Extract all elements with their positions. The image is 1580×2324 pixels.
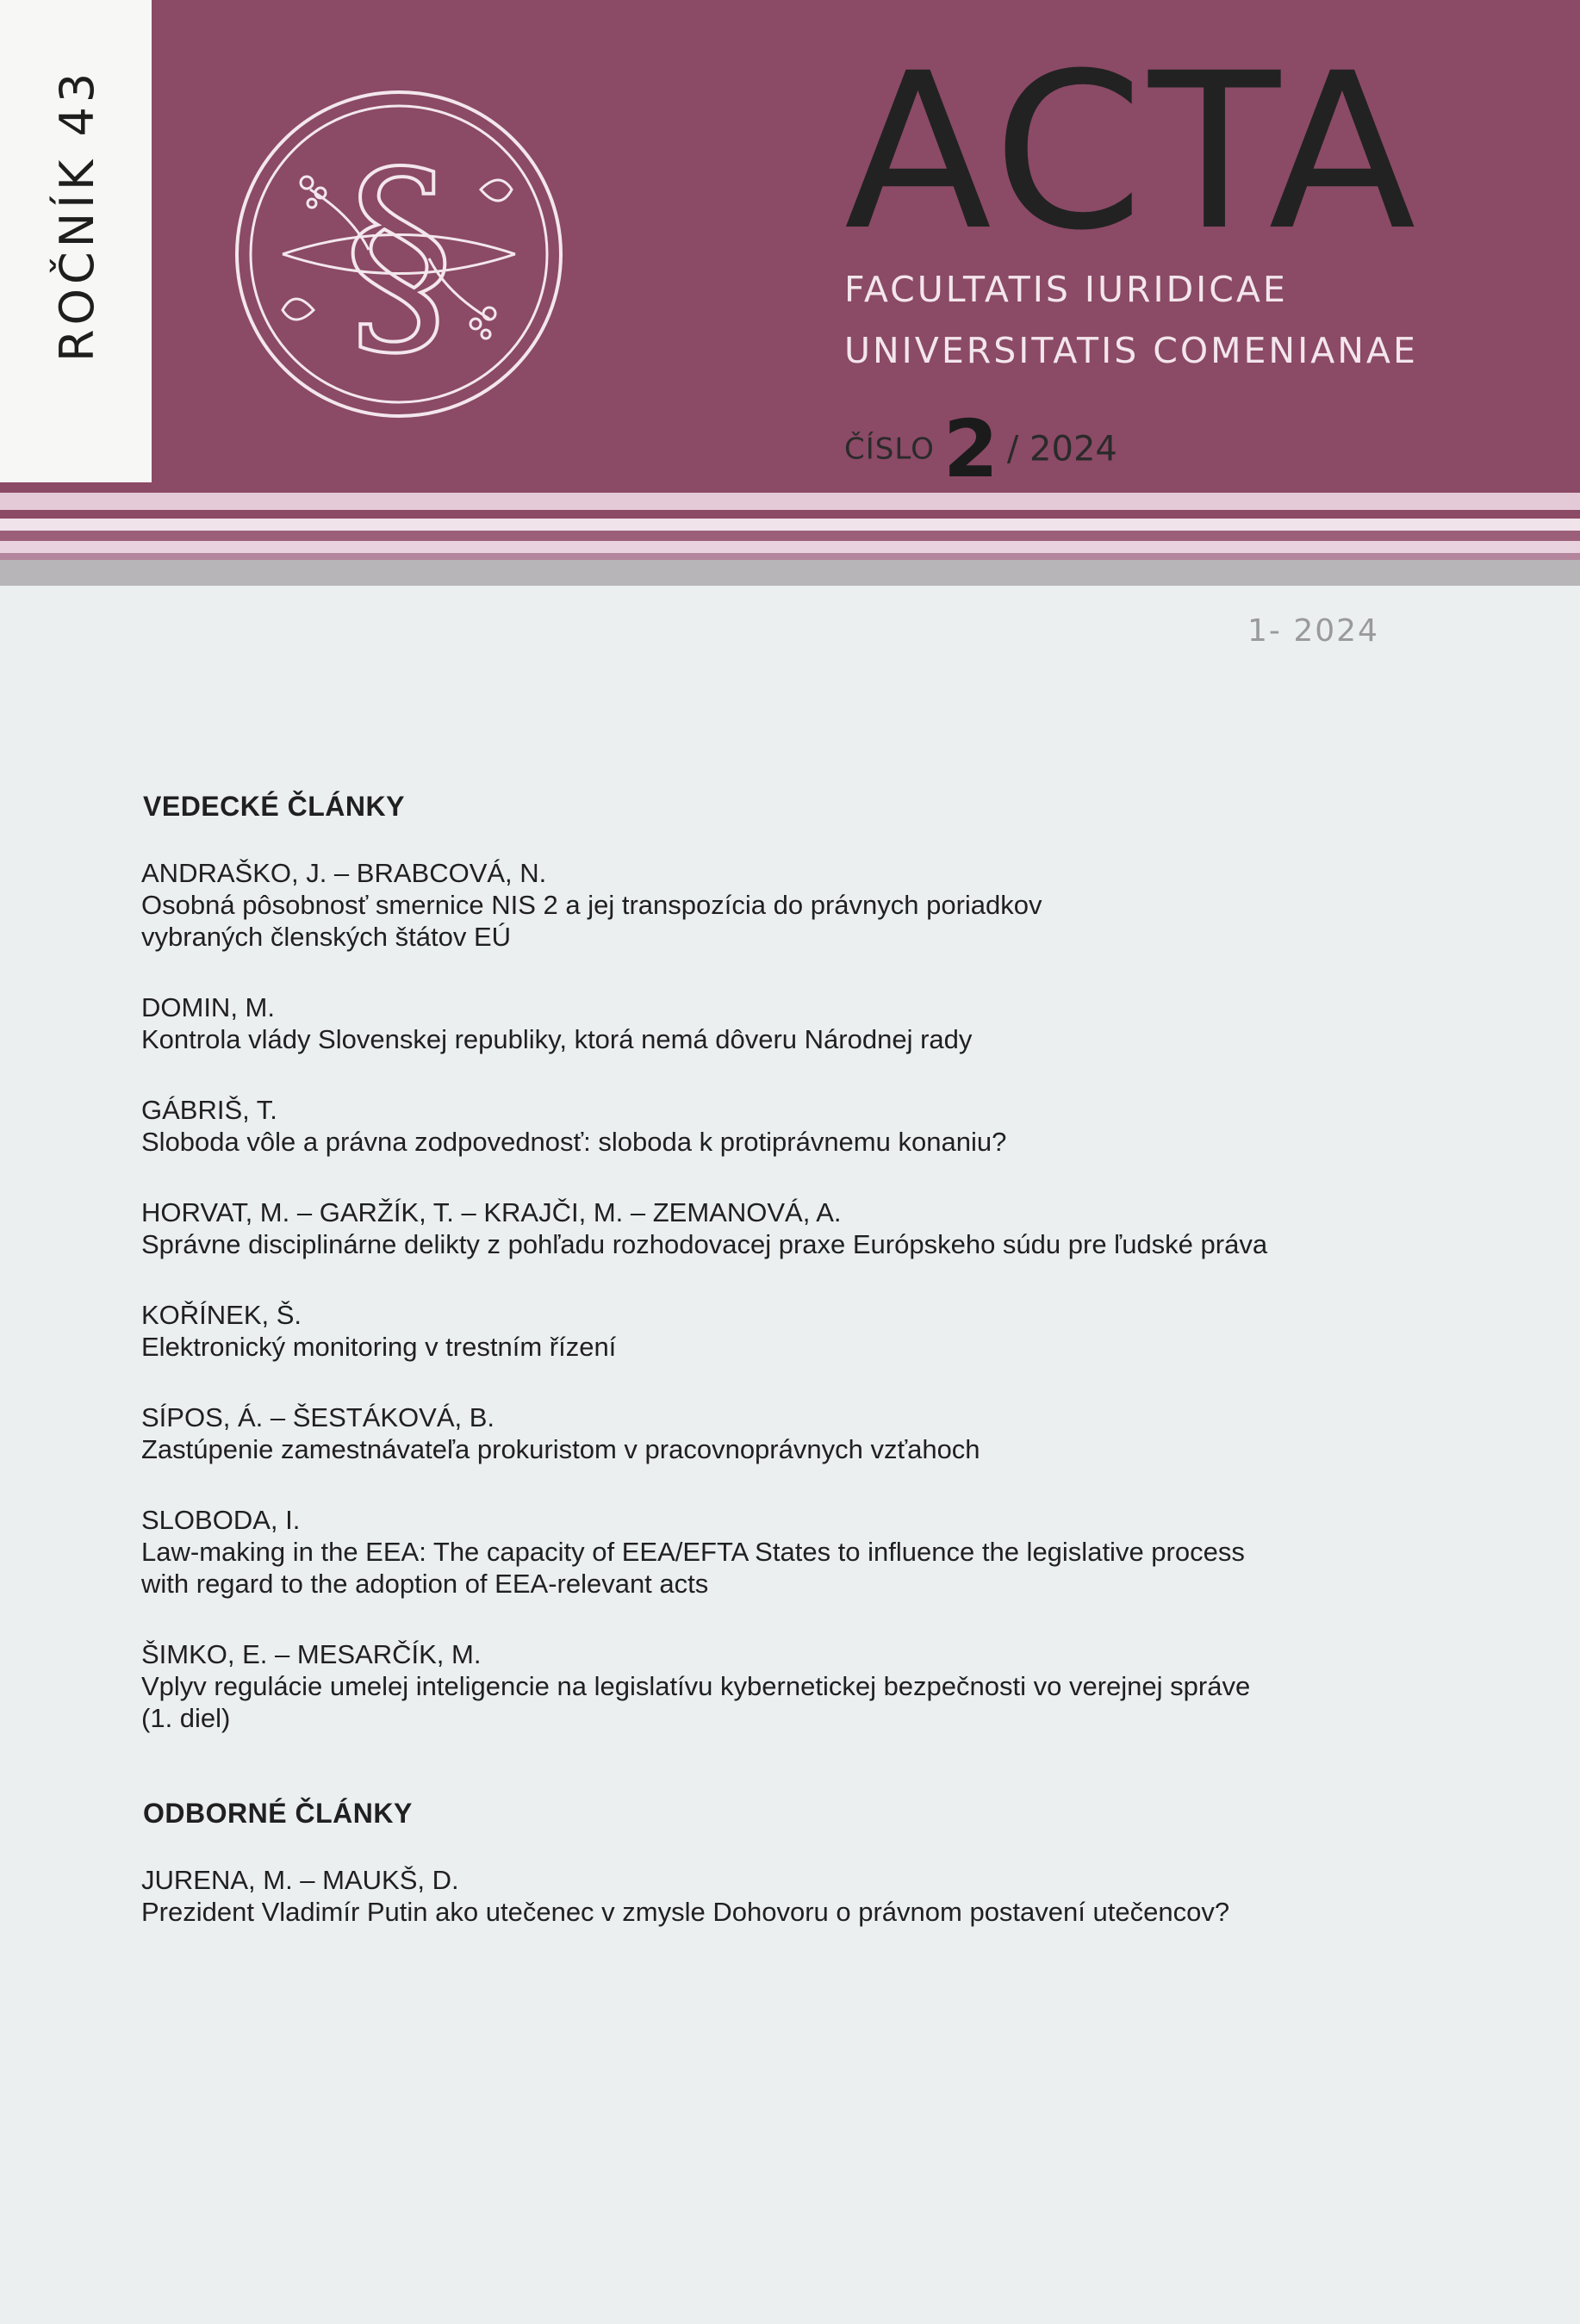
volume-number: 43 <box>50 68 104 137</box>
header-bottom-edge <box>0 560 1580 586</box>
section-heading: VEDECKÉ ČLÁNKY <box>143 791 405 822</box>
toc-section <box>141 1798 1485 1928</box>
journal-subtitle-line2: UNIVERSITATIS COMENIANAE <box>844 330 1418 371</box>
issue-year: / 2024 <box>1006 429 1117 469</box>
svg-text:§: § <box>343 125 455 385</box>
toc-section <box>141 791 1485 1734</box>
article-entry <box>141 991 1485 1055</box>
journal-title: ACTA <box>844 27 1421 277</box>
article-authors: JURENA, M. – MAUKŠ, D. <box>141 1865 459 1895</box>
article-entry <box>141 1504 1485 1600</box>
article-authors: GÁBRIŠ, T. <box>141 1095 277 1125</box>
article-title-line: Osobná pôsobnosť smernice NIS 2 a jej transpozícia do právnych poriadkov <box>141 890 1042 920</box>
volume-word: ROČNÍK <box>50 155 104 362</box>
volume-label <box>50 50 104 362</box>
article-entry <box>141 1196 1485 1260</box>
article-title-line: Zastúpenie zamestnávateľa prokuristom v pracovnoprávnych vzťahoch <box>141 1434 980 1464</box>
table-of-contents <box>141 791 1485 1967</box>
date-stamp: 1- 2024 <box>1247 613 1379 649</box>
article-entry <box>141 1094 1485 1158</box>
journal-subtitle-line1: FACULTATIS IURIDICAE <box>844 269 1288 310</box>
article-entry <box>141 1299 1485 1363</box>
article-authors: KOŘÍNEK, Š. <box>141 1300 302 1330</box>
article-title-line: vybraných členských štátov EÚ <box>141 922 512 952</box>
article-entry <box>141 857 1485 953</box>
article-title-line: Elektronický monitoring v trestním řízení <box>141 1332 617 1362</box>
article-entry <box>141 1864 1485 1928</box>
section-heading: ODBORNÉ ČLÁNKY <box>143 1798 413 1829</box>
article-authors: SÍPOS, Á. – ŠESTÁKOVÁ, B. <box>141 1402 495 1432</box>
issue-info <box>844 403 1117 495</box>
article-title-line: Law-making in the EEA: The capacity of EEA/EFTA States to influence the legislative process <box>141 1537 1245 1567</box>
article-authors: DOMIN, M. <box>141 992 275 1022</box>
article-authors: ŠIMKO, E. – MESARČÍK, M. <box>141 1639 482 1669</box>
issue-number: 2 <box>942 403 998 495</box>
article-entry <box>141 1638 1485 1734</box>
article-title-line: (1. diel) <box>141 1703 231 1733</box>
article-title-line: Prezident Vladimír Putin ako utečenec v zmysle Dohovoru o právnom postavení utečencov? <box>141 1897 1230 1927</box>
paragraph-section-sign-logo-icon <box>231 86 567 422</box>
article-title-line: Vplyv regulácie umelej inteligencie na legislatívu kybernetickej bezpečnosti vo verejnej správe <box>141 1671 1251 1701</box>
article-authors: ANDRAŠKO, J. – BRABCOVÁ, N. <box>141 858 547 888</box>
spine-strip <box>0 0 152 482</box>
article-entry <box>141 1401 1485 1465</box>
article-authors: HORVAT, M. – GARŽÍK, T. – KRAJČI, M. – ZEMANOVÁ, A. <box>141 1197 842 1227</box>
article-title-line: Sloboda vôle a právna zodpovednosť: sloboda k protiprávnemu konaniu? <box>141 1127 1007 1157</box>
article-title-line: with regard to the adoption of EEA-relevant acts <box>141 1569 709 1599</box>
article-title-line: Správne disciplinárne delikty z pohľadu rozhodovacej praxe Európskeho súdu pre ľudské práva <box>141 1229 1268 1259</box>
issue-label: ČÍSLO <box>844 432 935 467</box>
article-authors: SLOBODA, I. <box>141 1505 301 1535</box>
article-title-line: Kontrola vlády Slovenskej republiky, ktorá nemá dôveru Národnej rady <box>141 1024 973 1054</box>
